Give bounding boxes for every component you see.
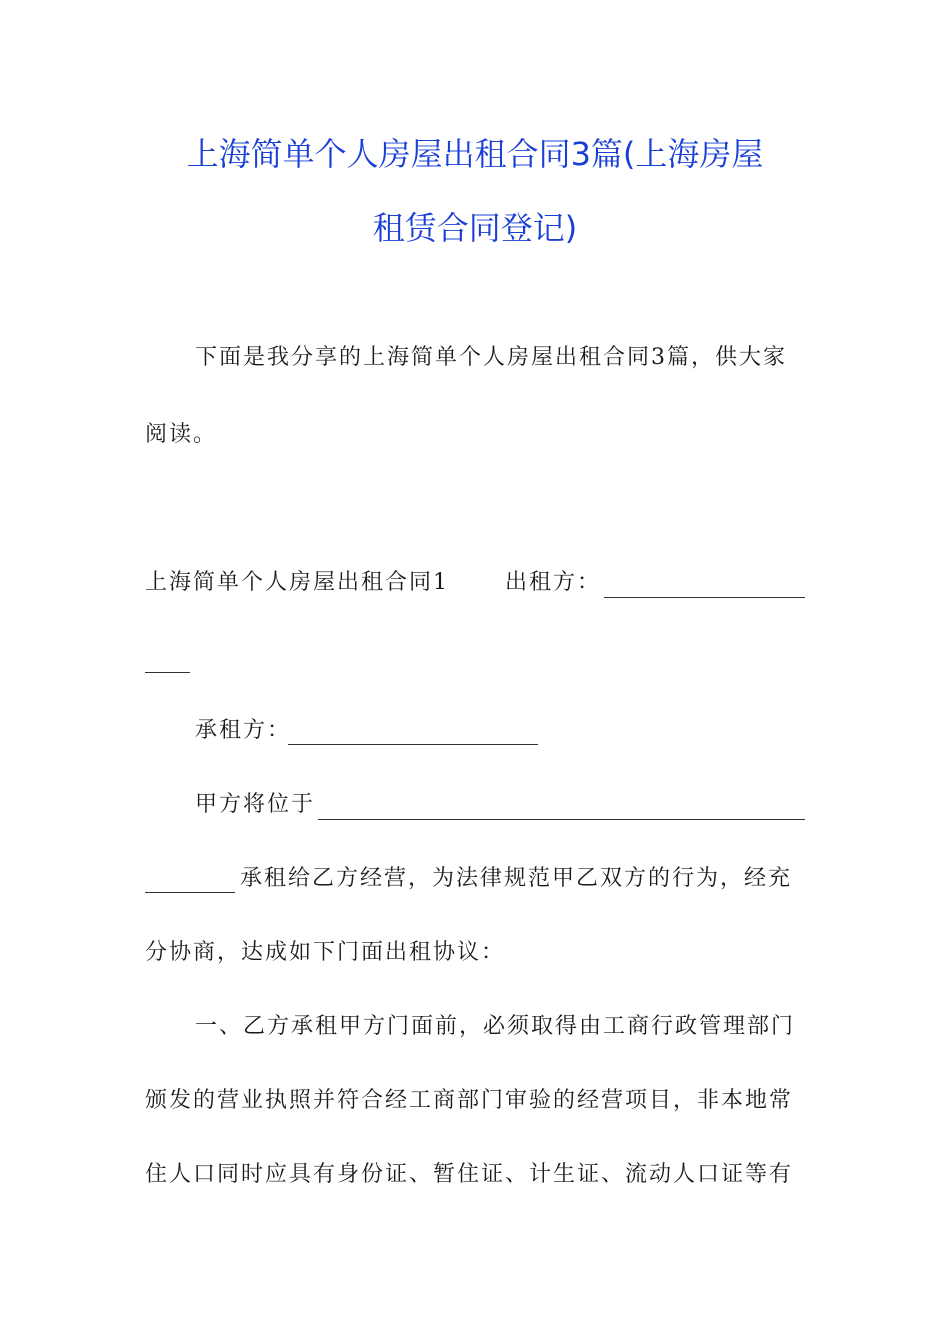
- clause-1-line-1: 一、乙方承租甲方门面前，必须取得由工商行政管理部门: [195, 1014, 796, 1039]
- clause-1-line-2: 颁发的营业执照并符合经工商部门审验的经营项目，非本地常: [145, 1088, 794, 1113]
- location-blank-continued: [145, 870, 235, 893]
- clause-1-line-3: 住人口同时应具有身份证、暂住证、计生证、流动人口证等有: [145, 1162, 794, 1187]
- lessor-label: 出租方：: [505, 570, 602, 595]
- document-title-line-2: 租赁合同登记): [372, 209, 578, 247]
- lessor-blank: [604, 575, 805, 598]
- location-line-3: 分协商，达成如下门面出租协议：: [145, 940, 506, 965]
- location-line-2: 承租给乙方经营，为法律规范甲乙双方的行为，经充: [240, 866, 793, 891]
- lessor-blank-continued: [145, 650, 190, 673]
- document-title-line-1: 上海简单个人房屋出租合同3篇(上海房屋: [186, 135, 764, 173]
- location-blank: [318, 797, 805, 820]
- intro-line-1: 下面是我分享的上海简单个人房屋出租合同3篇，供大家: [195, 345, 787, 370]
- intro-line-2: 阅读。: [145, 422, 218, 447]
- lessee-blank: [288, 722, 538, 745]
- lessee-label: 承租方：: [195, 718, 292, 743]
- location-prefix: 甲方将位于: [195, 792, 316, 817]
- contract-1-heading: 上海简单个人房屋出租合同1: [145, 570, 449, 595]
